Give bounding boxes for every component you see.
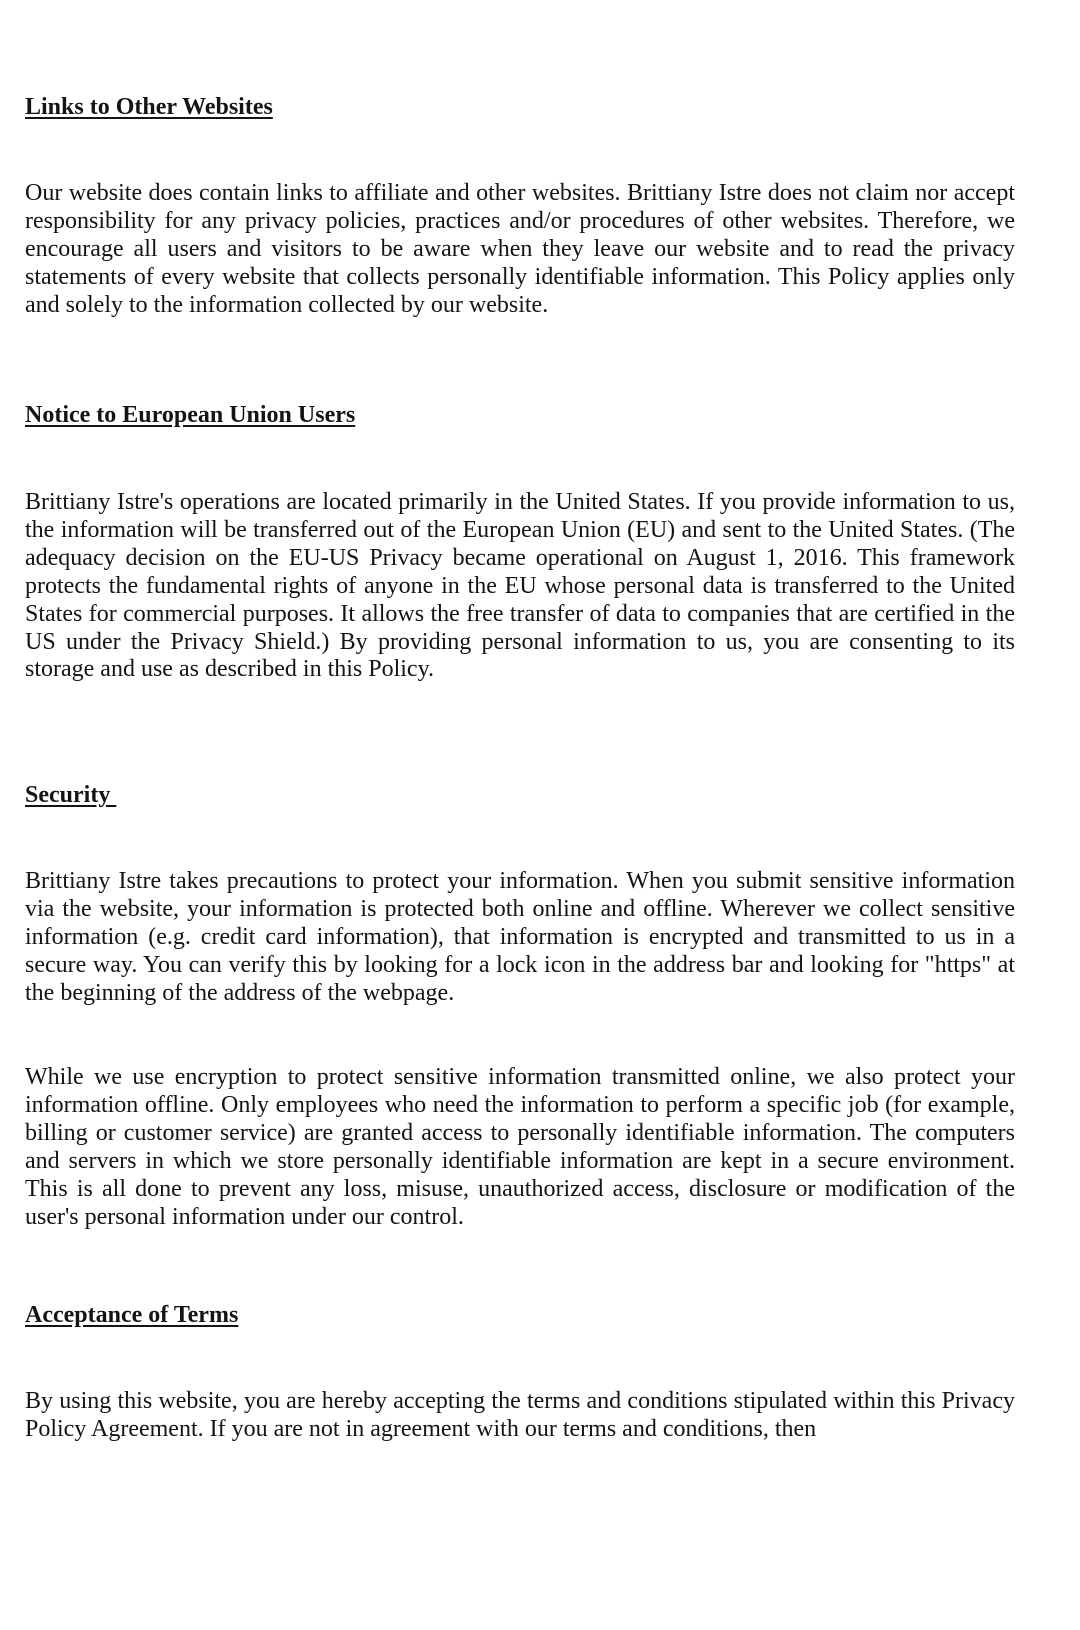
section-heading-links: Links to Other Websites bbox=[25, 94, 273, 120]
paragraph-links: Our website does contain links to affiliate and other websites. Brittiany Istre does not claim nor accept responsibility for any privacy policies, practices and/or procedures of other websites. Therefore, we encourage all users and visitors to be aware when they leave our website and to read the privacy statements of every website that collects personally identifiable information. This Policy applies only and solely to the information collected by our website. bbox=[25, 180, 1015, 318]
paragraph-security-2: While we use encryption to protect sensitive information transmitted online, we also protect your information offline. Only employees who need the information to perform a specific job (for example, billing or customer service) are granted access to personally identifiable information. The computers and servers in which we store personally identifiable information are kept in a secure environment. This is all done to prevent any loss, misuse, unauthorized access, disclosure or modification of the user's personal information under our control. bbox=[25, 1064, 1015, 1230]
section-heading-security: Security bbox=[25, 782, 117, 808]
paragraph-security-1: Brittiany Istre takes precautions to protect your information. When you submit sensitive information via the website, your information is protected both online and offline. Wherever we collect sensitive information (e.g. credit card information), that information is encrypted and transmitted to us in a secure way. You can verify this by looking for a lock icon in the address bar and looking for "https" at the beginning of the address of the webpage. bbox=[25, 868, 1015, 1006]
section-heading-eu-notice: Notice to European Union Users bbox=[25, 402, 356, 428]
section-heading-acceptance: Acceptance of Terms bbox=[25, 1302, 239, 1328]
paragraph-acceptance: By using this website, you are hereby accepting the terms and conditions stipulated within this Privacy Policy Agreement. If you are not in agreement with our terms and conditions, then bbox=[25, 1388, 1015, 1442]
paragraph-eu-notice: Brittiany Istre's operations are located primarily in the United States. If you provide information to us, the information will be transferred out of the European Union (EU) and sent to the United States. (The adequacy decision on the EU-US Privacy became operational on August 1, 2016. This framework protects the fundamental rights of anyone in the EU whose personal data is transferred to the United States for commercial purposes. It allows the free transfer of data to companies that are certified in the US under the Privacy Shield.) By providing personal information to us, you are consenting to its storage and use as described in this Policy. bbox=[25, 489, 1015, 683]
